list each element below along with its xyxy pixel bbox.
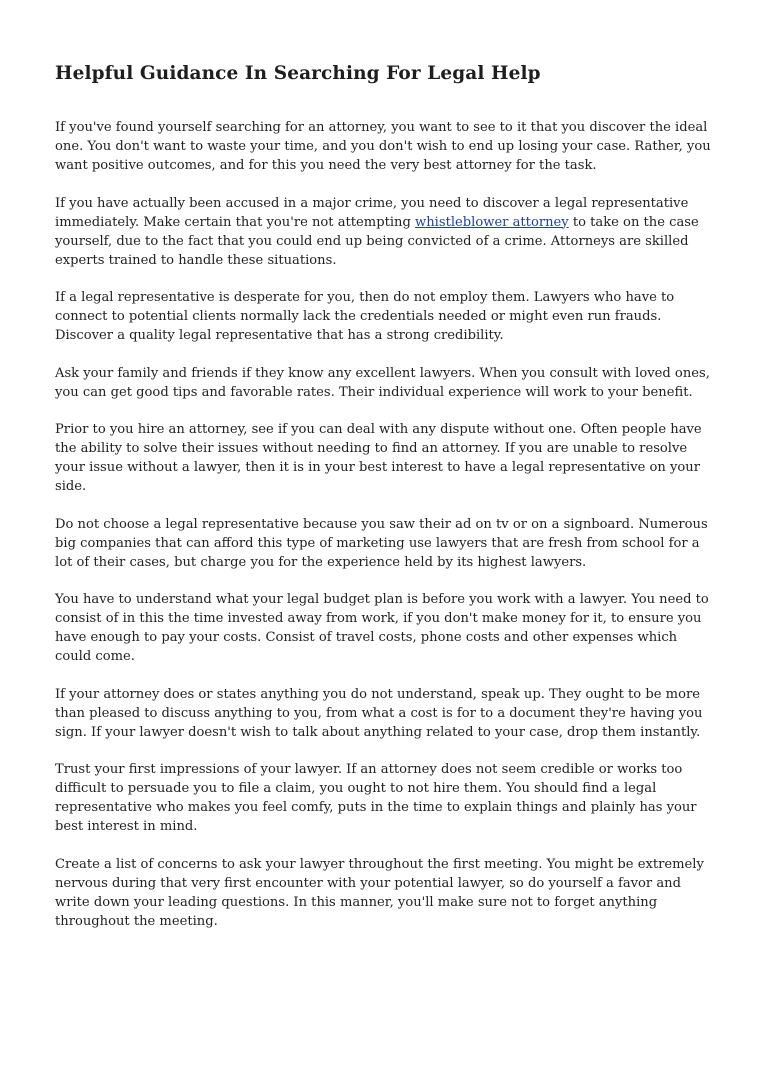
whistleblower-attorney-link[interactable]: whistleblower attorney: [415, 214, 569, 230]
paragraph-7: You have to understand what your legal budget plan is before you work with a lawyer. You need to consist of in this the time invested away from work, if you don't make money for it, to ensure you have enough to pay your costs. Consist of travel costs, phone costs and other expenses which could come.: [55, 592, 709, 664]
paragraph-2: [55, 194, 715, 270]
paragraph-3: If a legal representative is desperate for you, then do not employ them. Lawyers who have to connect to potential clients normally lack the credentials needed or might even run frauds. Discover a quality legal representative that has a strong credibility.: [55, 290, 675, 343]
page-title: Helpful Guidance In Searching For Legal Help: [55, 63, 541, 84]
paragraph-6: Do not choose a legal representative because you saw their ad on tv or on a signboard. Numerous big companies that can afford this type of marketing use lawyers that are fresh from school for a lot of their cases, but charge you for the experience held by its highest lawyers.: [55, 516, 708, 570]
paragraph-2-before-link: If you have actually been accused in a major crime, you need to discover a legal representative immediately. Make certain that you're not attempting: [55, 195, 689, 230]
paragraph-4: Ask your family and friends if they know any excellent lawyers. When you consult with loved ones, you can get good tips and favorable rates. Their individual experience will work to your benefit.: [55, 365, 710, 400]
paragraph-5: Prior to you hire an attorney, see if you can deal with any dispute without one. Often people have the ability to solve their issues without needing to find an attorney. If you are unable to resolve your issue without a lawyer, then it is in your best interest to have a legal representative on your side.: [55, 422, 702, 494]
paragraph-9: Trust your first impressions of your lawyer. If an attorney does not seem credible or works too difficult to persuade you to file a claim, you ought to not hire them. You should find a legal representative who makes you feel comfy, puts in the time to explain things and plainly has your best interest in mind.: [55, 762, 697, 834]
paragraph-2-after-link: to take on the case yourself, due to the fact that you could end up being convicted of a crime. Attorneys are skilled experts trained to handle these situations.: [55, 214, 699, 268]
paragraph-1: If you've found yourself searching for an attorney, you want to see to it that you discover the ideal one. You don't want to waste your time, and you don't wish to end up losing your case. Rather, you want positive outcomes, and for this you need the very best attorney for the task.: [55, 120, 711, 173]
paragraph-10: Create a list of concerns to ask your lawyer throughout the first meeting. You might be extremely nervous during that very first encounter with your potential lawyer, so do yourself a favor and write down your leading questions. In this manner, you'll make sure not to forget anything throughout the meeting.: [55, 856, 704, 929]
paragraph-8: If your attorney does or states anything you do not understand, speak up. They ought to be more than pleased to discuss anything to you, from what a cost is for to a document they're having you sign. If your lawyer doesn't wish to talk about anything related to your case, drop them instantly.: [55, 686, 703, 740]
document-page: [55, 60, 715, 949]
